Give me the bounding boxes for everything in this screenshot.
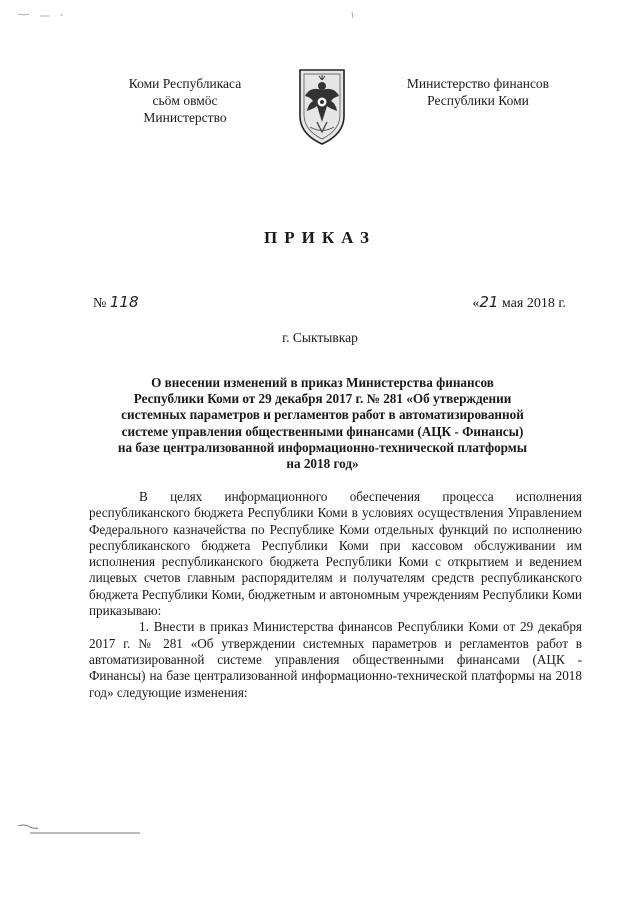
- subject-line: системных параметров и регламентов работ в автоматизированной: [121, 407, 524, 423]
- number-sign: №: [93, 296, 107, 311]
- header-left-org: [100, 75, 270, 126]
- body-paragraph: В целях информационного обеспечения процесса исполнения республиканского бюджета Республики Коми в условиях осуществления Управлением Федерального казначейства по Республике Коми отдельных функций по исполнению республиканского бюджета Республики Коми при кассовом обслуживании им исполнения республиканского бюджета Республики Коми с открытием и ведением лицевых счетов главным распорядителям и получателям средств республиканского бюджета Республики Коми, бюджетным и автономным учреждениям Республики Коми приказываю:: [89, 489, 582, 619]
- order-number: [93, 293, 139, 312]
- header-right-line: Республики Коми: [427, 93, 529, 108]
- date-month-year: мая 2018 г.: [501, 296, 566, 311]
- coat-of-arms-icon: [296, 66, 348, 146]
- city: г. Сыктывкар: [282, 330, 358, 345]
- order-date: [472, 293, 566, 312]
- header-left-line: сьӧм овмӧс: [152, 93, 218, 108]
- header-left-line: Министерство: [143, 110, 227, 125]
- document-title: ПРИКАЗ: [264, 228, 376, 247]
- body-paragraph: 1. Внести в приказ Министерства финансов Республики Коми от 29 декабря 2017 г. № 281 «Об утверждении системных параметров и регламентов работ в автоматизированной системе управления общественными финансами (АЦК - Финансы) на базе централизованной информационно-технической платформы на 2018 год» следующие изменения:: [89, 619, 582, 700]
- subject-line: О внесении изменений в приказ Министерства финансов: [151, 375, 494, 390]
- subject-line: на 2018 год»: [286, 456, 359, 472]
- subject-line: системе управления общественными финансами (АЦК - Финансы): [121, 423, 524, 439]
- order-body: [89, 489, 582, 701]
- handwritten-number: 118: [109, 293, 139, 311]
- date-quote: «: [472, 296, 480, 311]
- subject-line: на базе централизованной информационно-технической платформы: [117, 439, 528, 455]
- handwritten-day: 21: [479, 293, 499, 311]
- subject-line: Республики Коми от 29 декабря 2017 г. № 281 «Об утверждении: [133, 391, 512, 407]
- header-right-line: Министерство финансов: [406, 76, 550, 91]
- header-right-org: [388, 75, 568, 109]
- header-left-line: Коми Республикаса: [128, 76, 242, 91]
- order-subject: [100, 375, 545, 472]
